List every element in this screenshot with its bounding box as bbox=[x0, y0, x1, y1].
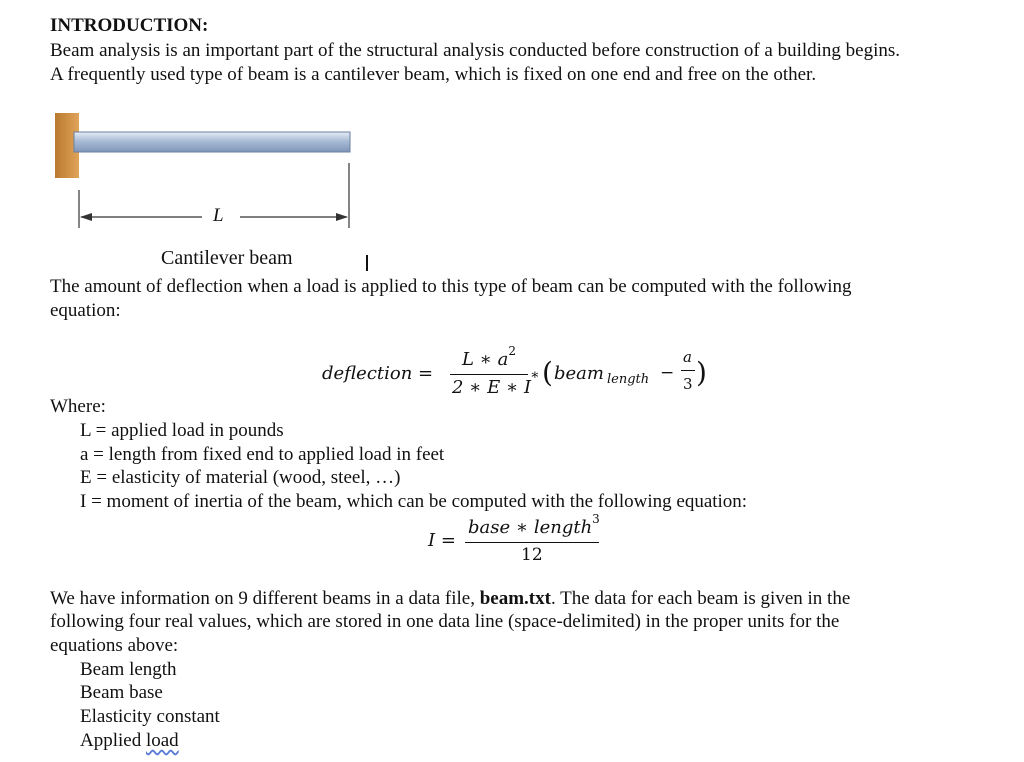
text-cursor bbox=[366, 255, 368, 271]
equation-beam-subscript: length bbox=[607, 372, 650, 387]
intro-heading: INTRODUCTION: bbox=[50, 15, 209, 36]
equation-fraction-bar bbox=[450, 374, 528, 375]
where-item-I: I = moment of inertia of the beam, which can be computed with the following equation: bbox=[80, 491, 748, 512]
equation-numerator: L ∗ $a^2$ bbox=[462, 344, 517, 370]
where-item-a: a = length from fixed end to applied load in feet bbox=[80, 444, 445, 465]
dimension-label-L: L bbox=[213, 205, 224, 226]
equation-open-paren: ( bbox=[542, 356, 553, 389]
intro-line-2: A frequently used type of beam is a cantilever beam, which is fixed on one end and free on the other. bbox=[50, 64, 817, 85]
inertia-denominator: 12 bbox=[521, 545, 543, 565]
equation-lhs: deflection = bbox=[322, 363, 434, 384]
deflection-line-1: The amount of deflection when a load is applied to this type of beam can be computed with the following bbox=[50, 276, 852, 297]
equation-minus: − bbox=[660, 363, 675, 383]
where-label: Where: bbox=[50, 396, 106, 417]
figure-caption: Cantilever beam bbox=[161, 247, 293, 269]
field-elasticity-constant: Elasticity constant bbox=[80, 706, 220, 727]
inertia-numerator: base ∗ length$^3$ bbox=[468, 512, 600, 538]
field-beam-length: Beam length bbox=[80, 659, 177, 680]
cantilever-beam-illustration bbox=[52, 108, 362, 228]
cantilever-beam-figure bbox=[52, 108, 362, 228]
equation-times: ∗ bbox=[530, 367, 540, 383]
equation-close-paren: ) bbox=[696, 356, 707, 389]
intro-line-1: Beam analysis is an important part of the structural analysis conducted before construction of a building begins. bbox=[50, 40, 901, 61]
data-line-3: equations above: bbox=[50, 635, 179, 656]
beam-body bbox=[74, 132, 350, 152]
data-file-name: beam.txt bbox=[479, 588, 551, 609]
data-line-1: We have information on 9 different beams in a data file, beam.txt. The data for each beam is given in the bbox=[50, 588, 851, 609]
data-line-2: following four real values, which are stored in one data line (space-delimited) in the proper units for the bbox=[50, 611, 840, 632]
equation-denominator: 2 ∗ E ∗ I bbox=[452, 377, 532, 398]
deflection-line-2: equation: bbox=[50, 300, 121, 321]
field-beam-base: Beam base bbox=[80, 682, 163, 703]
field-applied-load: Applied load bbox=[80, 730, 179, 751]
where-item-L: L = applied load in pounds bbox=[80, 420, 284, 441]
inertia-fraction-bar bbox=[465, 542, 599, 543]
where-item-E: E = elasticity of material (wood, steel, …) bbox=[80, 467, 401, 488]
inertia-lhs: I = bbox=[428, 530, 456, 551]
equation-a-numerator: a bbox=[683, 348, 692, 366]
equation-three: 3 bbox=[683, 375, 693, 393]
equation-beam: beam bbox=[554, 363, 604, 384]
equation-small-fraction-bar bbox=[681, 370, 695, 371]
